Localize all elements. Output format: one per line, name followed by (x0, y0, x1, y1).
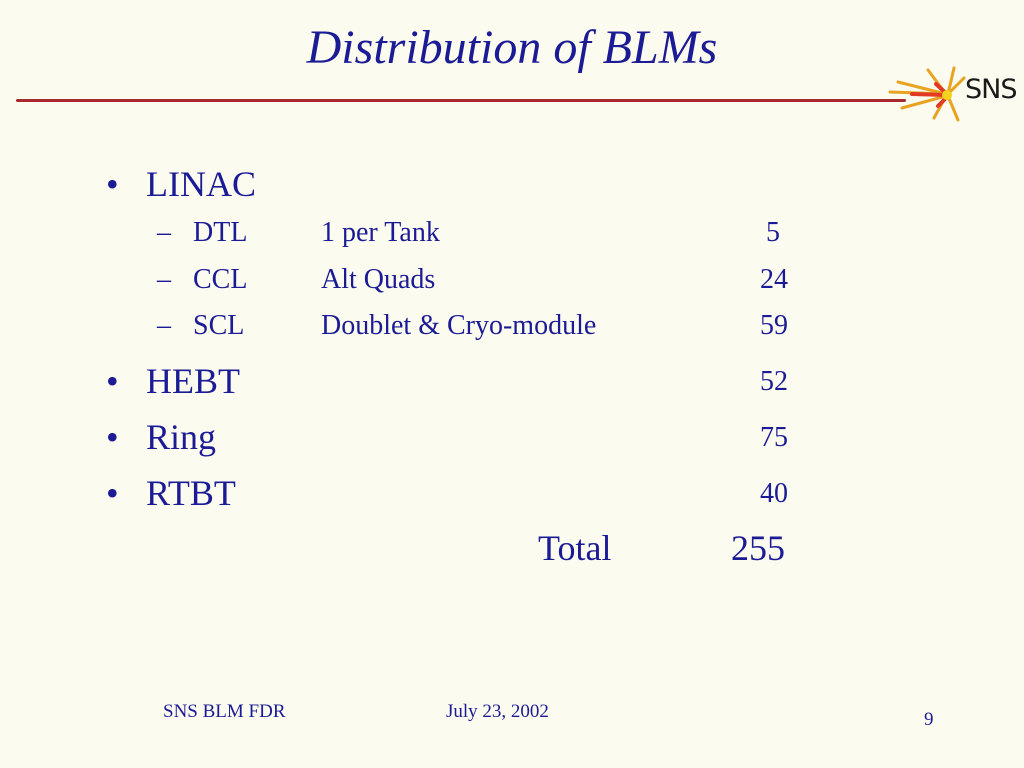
item-dtl-desc: 1 per Tank (321, 217, 440, 248)
bullet-linac: • (106, 164, 119, 204)
item-ring-value: 75 (760, 422, 788, 453)
item-dtl-label: DTL (193, 217, 248, 248)
bullet-ring: • (106, 417, 119, 457)
dash-scl: – (157, 310, 171, 341)
item-ccl-desc: Alt Quads (321, 264, 436, 295)
item-scl-desc: Doublet & Cryo-module (321, 310, 597, 341)
sns-logo-text: SNS (965, 74, 1017, 105)
page-number: 9 (924, 709, 934, 730)
footer-left: SNS BLM FDR (163, 701, 286, 722)
slide-title: Distribution of BLMs (306, 21, 718, 74)
dash-dtl: – (157, 217, 171, 248)
item-linac-label: LINAC (146, 164, 256, 204)
item-rtbt-label: RTBT (146, 473, 236, 513)
item-ccl-value: 24 (760, 264, 788, 295)
item-rtbt-value: 40 (760, 478, 788, 509)
bullet-hebt: • (106, 361, 119, 401)
item-hebt-label: HEBT (146, 361, 240, 401)
item-scl-value: 59 (760, 310, 788, 341)
item-ccl-label: CCL (193, 264, 248, 295)
footer-date: July 23, 2002 (446, 701, 549, 722)
item-dtl-value: 5 (766, 217, 780, 248)
total-label: Total (538, 528, 612, 568)
dash-ccl: – (157, 264, 171, 295)
bullet-rtbt: • (106, 473, 119, 513)
title-divider (16, 99, 906, 102)
item-hebt-value: 52 (760, 366, 788, 397)
item-scl-label: SCL (193, 310, 245, 341)
total-value: 255 (731, 528, 785, 568)
item-ring-label: Ring (146, 417, 217, 457)
